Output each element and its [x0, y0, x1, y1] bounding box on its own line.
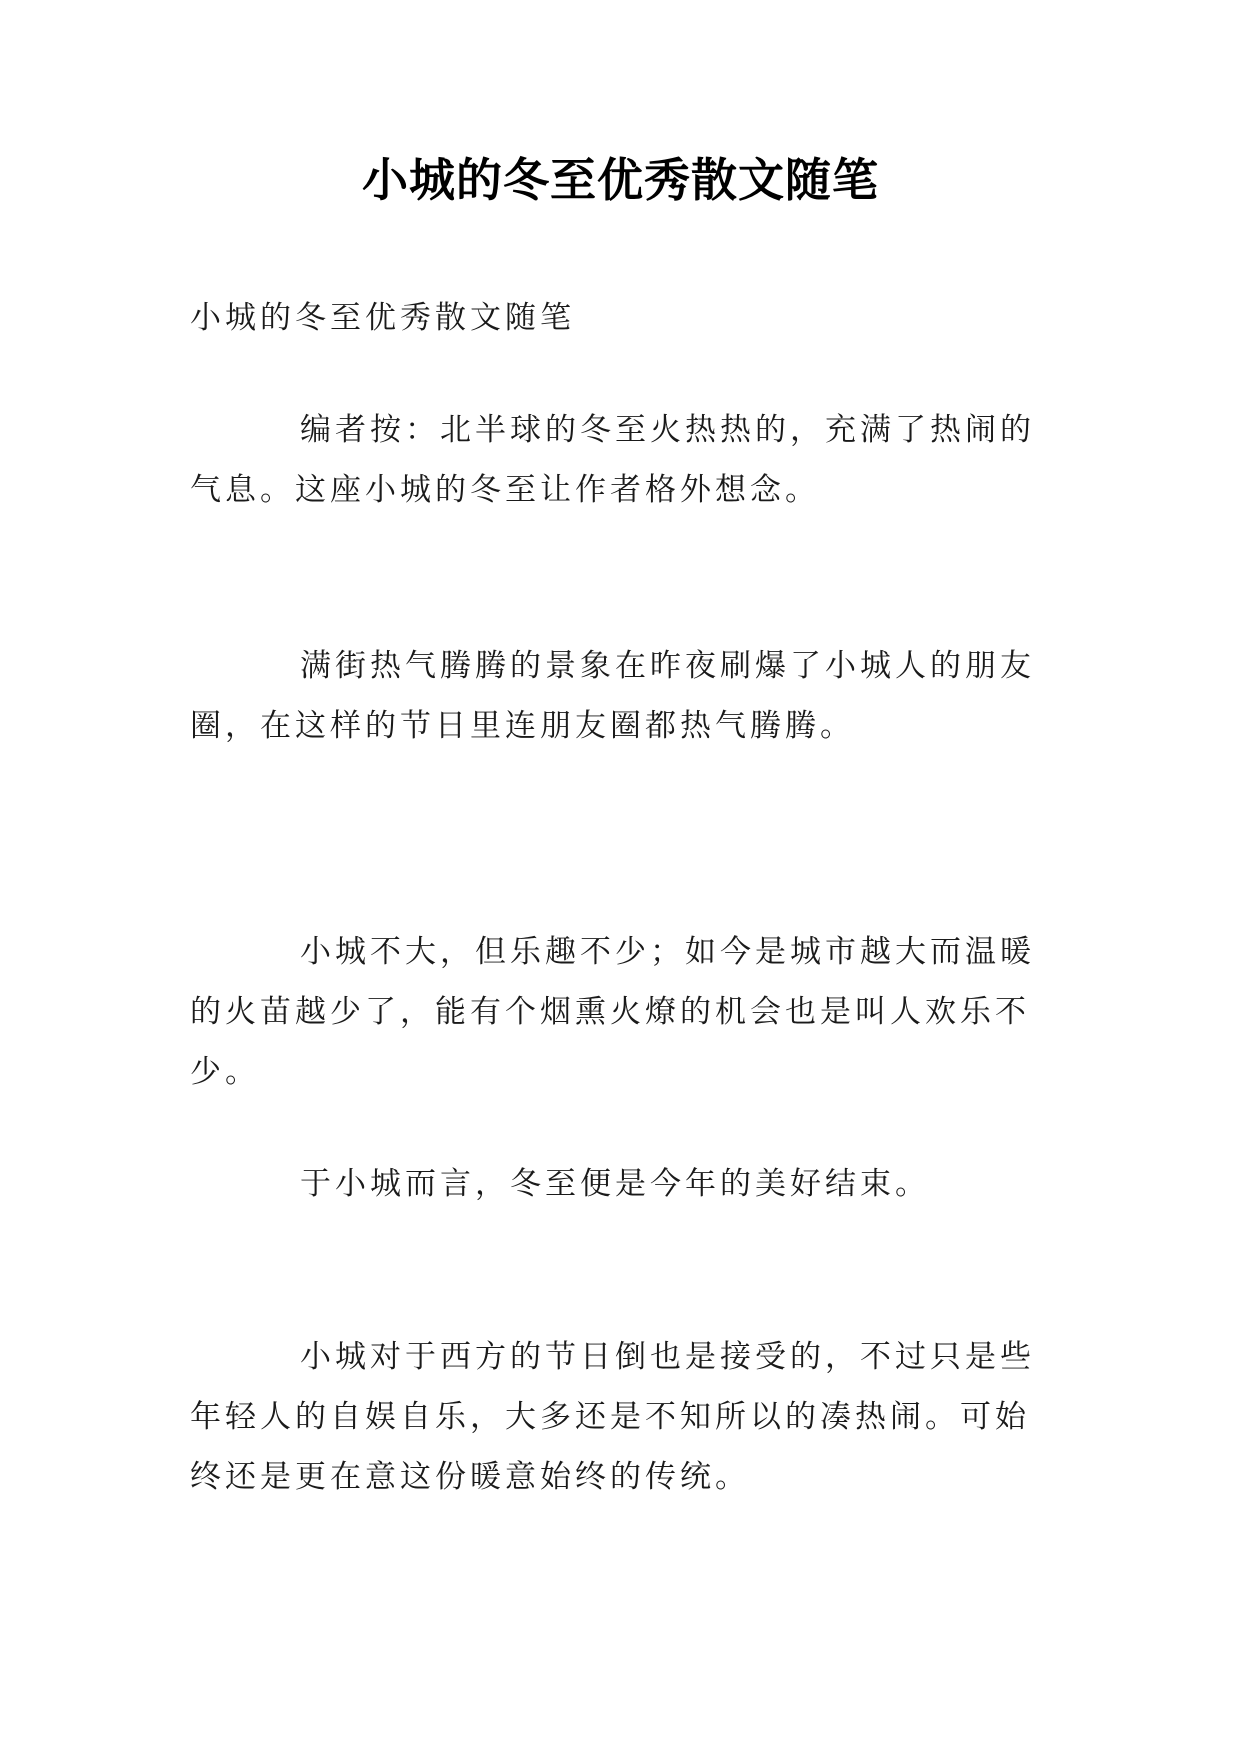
paragraph-3: [190, 922, 1056, 1102]
paragraph-text: 小城对于西方的节日倒也是接受的，不过只是些年轻人的自娱自乐，大多还是不知所以的凑热闹。可始终还是更在意这份暖意始终的传统。: [190, 1339, 1035, 1495]
paragraph-text: 小城不大，但乐趣不少；如今是城市越大而温暖的火苗越少了，能有个烟熏火燎的机会也是叫人欢乐不少。: [190, 934, 1035, 1090]
document-subtitle: [190, 288, 1056, 348]
paragraph-4: [190, 1154, 1056, 1214]
paragraph-5: [190, 1327, 1056, 1507]
paragraph-text: 满街热气腾腾的景象在昨夜刷爆了小城人的朋友圈，在这样的节日里连朋友圈都热气腾腾。: [190, 648, 1035, 744]
subtitle-text: 小城的冬至优秀散文随笔: [190, 300, 575, 336]
paragraph-2: [190, 636, 1056, 756]
paragraph-text: 编者按：北半球的冬至火热热的，充满了热闹的气息。这座小城的冬至让作者格外想念。: [190, 412, 1035, 508]
paragraph-text: 于小城而言，冬至便是今年的美好结束。: [300, 1166, 930, 1202]
document-title: 小城的冬至优秀散文随笔: [362, 153, 879, 207]
paragraph-editor-note: [190, 400, 1056, 520]
